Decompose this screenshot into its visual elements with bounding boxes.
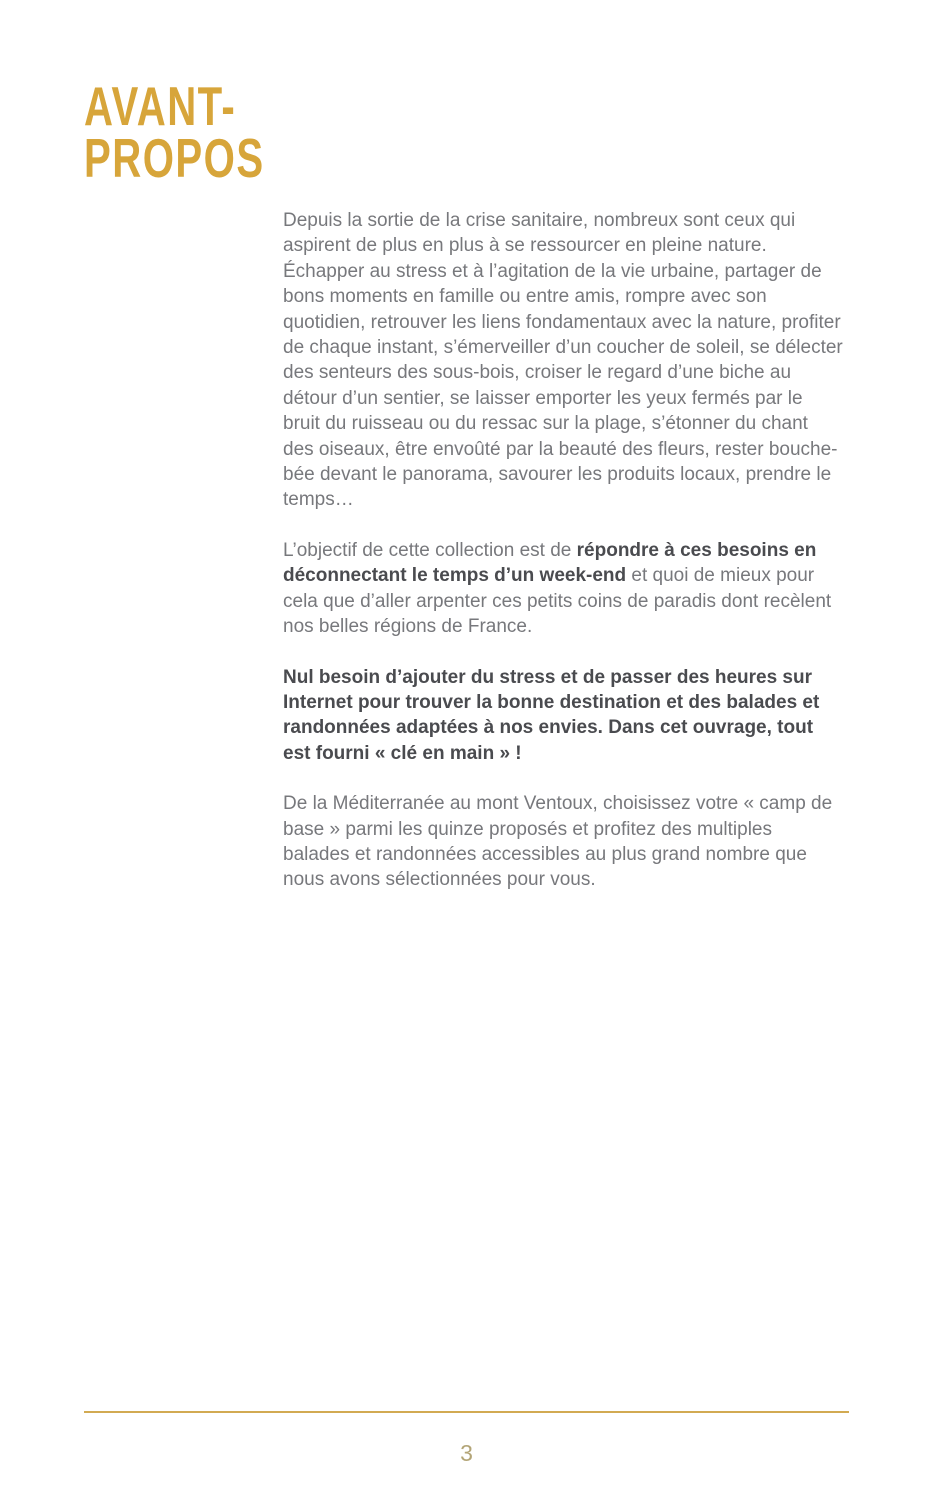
paragraph: [283, 791, 843, 893]
text-run: Depuis la sortie de la crise sanitaire, nombreux sont ceux qui aspirent de plus en plus à se ressourcer en pleine nature. Échapper au stress et à l’agitation de la vie urbaine, partager de bons moments en famille ou entre amis, rompre avec son quotidien, retrouver les liens fondamentaux avec la nature, profiter de chaque instant, s’émerveiller d’un coucher de soleil, se délecter des senteurs des sous-bois, croiser le regard d’une biche au détour d’un sentier, se laisser emporter les yeux fermés par le bruit du ruisseau ou du ressac sur la plage, s’étonner du chant des oiseaux, être envoûté par la beauté des fleurs, rester bouche-bée devant le panorama, savourer les produits locaux, prendre le temps…: [283, 210, 843, 511]
text-run: De la Méditerranée au mont Ventoux, choisissez votre « camp de base » parmi les quinze proposés et profitez des multiples balades et randonnées accessibles au plus grand nombre que nous avons sélectionnées pour vous.: [283, 793, 833, 891]
text-run: et quoi de mieux pour cela que d’aller arpenter ces petits coins de paradis dont recèlent nos belles régions de France.: [283, 565, 832, 638]
page-title-line-1: AVANT-: [84, 75, 237, 137]
body-text: [283, 208, 843, 918]
text-run: L’objectif de cette collection est de: [283, 539, 577, 561]
footer-divider: [84, 1411, 849, 1413]
page-title: [84, 75, 265, 189]
paragraph: [283, 538, 843, 640]
page-title-line-2: PROPOS: [84, 127, 265, 189]
bold-text-run: Nul besoin d’ajouter du stress et de passer des heures sur Internet pour trouver la bonne destination et des balades et randonnées adaptées à nos envies. Dans cet ouvrage, tout est fourni « clé en main » !: [283, 666, 820, 764]
bold-text-run: répondre à ces besoins en déconnectant le temps d’un week-end: [283, 539, 817, 587]
paragraph: [283, 665, 843, 767]
page-number: 3: [460, 1440, 473, 1466]
paragraph: [283, 208, 843, 513]
